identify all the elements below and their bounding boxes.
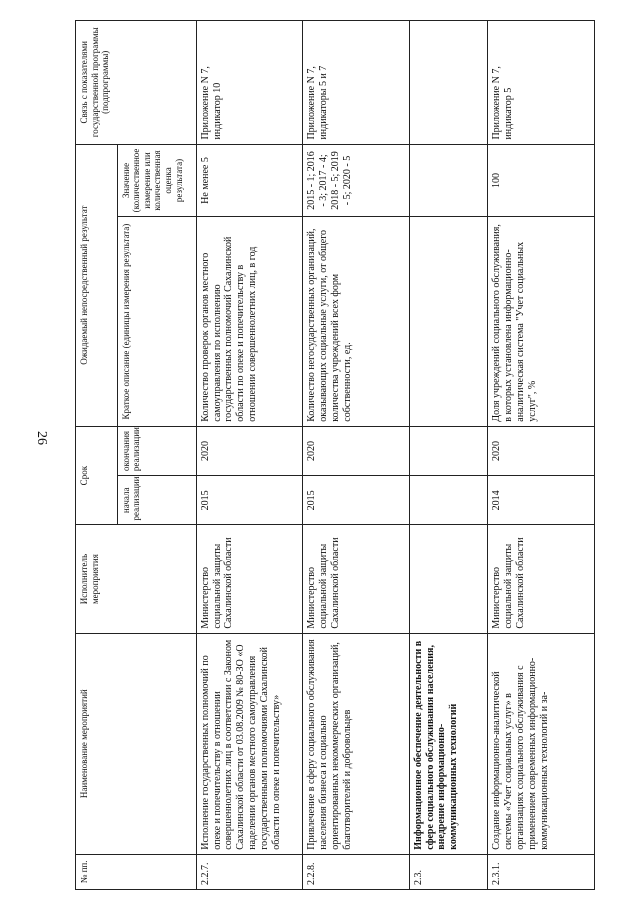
row-num: 2.3.1. xyxy=(488,854,595,889)
header-executor: Исполнитель мероприятия xyxy=(76,525,197,633)
header-result-desc: Краткое описание (единицы измерения результата) xyxy=(117,217,196,426)
row-executor xyxy=(409,525,488,633)
row-start: 2015 xyxy=(303,476,410,525)
row-num: 2.2.7. xyxy=(196,854,303,889)
row-start: 2014 xyxy=(488,476,595,525)
row-link: Приложение N 7, индикаторы 5 и 7 xyxy=(303,21,410,145)
row-num: 2.3. xyxy=(409,854,488,889)
table-row xyxy=(409,21,488,890)
row-name: Создание информационно-аналитической системы «Учет социальных услуг» в организациях социального обслуживания с применением современных информационно-коммуникационных технологий и за- xyxy=(488,633,595,854)
row-executor: Министерство социальной защиты Сахалинской области xyxy=(488,525,595,633)
table-row xyxy=(196,21,303,890)
row-value: Не менее 5 xyxy=(196,144,303,217)
row-start: 2015 xyxy=(196,476,303,525)
row-executor: Министерство социальной защиты Сахалинской области xyxy=(303,525,410,633)
row-end: 2020 xyxy=(196,426,303,475)
row-name: Привлечение в сферу социального обслуживания населения бизнеса и социально ориентированных некоммерческих организаций, благотворителей и добровольцев xyxy=(303,633,410,854)
row-desc: Доля учреждений социального обслуживания, в которых установлена информационно-аналитическая система "Учет социальных услуг", % xyxy=(488,217,595,426)
header-num: № пп. xyxy=(76,854,197,889)
header-term-start: начала реализации xyxy=(117,476,196,525)
table-header-row-1 xyxy=(76,21,118,890)
header-result-value: Значение (количественное измерение или количественная оценка результата) xyxy=(117,144,196,217)
row-desc: Количество негосударственных организаций, оказывающих социальные услуги, от общего количества учреждений всех форм собственности, ед. xyxy=(303,217,410,426)
row-link xyxy=(409,21,488,145)
table-row xyxy=(488,21,595,890)
row-value xyxy=(409,144,488,217)
row-link: Приложение N 7, индикатор 10 xyxy=(196,21,303,145)
header-name: Наименование мероприятий xyxy=(76,633,197,854)
row-end xyxy=(409,426,488,475)
header-term: Срок xyxy=(76,426,118,525)
rotated-page-content xyxy=(75,20,595,890)
header-term-end: окончания реализации xyxy=(117,426,196,475)
measures-table xyxy=(75,20,595,890)
row-start xyxy=(409,476,488,525)
header-result: Ожидаемый непосредственный результат xyxy=(76,144,118,426)
row-end: 2020 xyxy=(303,426,410,475)
row-executor: Министерство социальной защиты Сахалинской области xyxy=(196,525,303,633)
header-link: Связь с показателями государственной программы (подпрограммы) xyxy=(76,21,197,145)
row-end: 2020 xyxy=(488,426,595,475)
row-link: Приложение N 7, индикатор 5 xyxy=(488,21,595,145)
row-desc xyxy=(409,217,488,426)
row-value: 100 xyxy=(488,144,595,217)
row-num: 2.2.8. xyxy=(303,854,410,889)
page-number: 26 xyxy=(34,431,49,445)
row-desc: Количество проверок органов местного самоуправления по исполнению государственных полномочий Сахалинской области по опеке и попечительству в отношении совершеннолетних лиц, в год xyxy=(196,217,303,426)
row-name: Информационное обеспечение деятельности в сфере социального обслуживания населения, внедрение информационно-коммуникационных технологий xyxy=(409,633,488,854)
row-name: Исполнение государственных полномочий по опеке и попечительству в отношении совершеннолетних лиц в соответствии с Законом Сахалинской области от 03.08.2009 № 80-ЗО «О наделении органов местного самоуправления государственными полномочиями Сахалинской области по опеке и попечительству» xyxy=(196,633,303,854)
table-row xyxy=(303,21,410,890)
row-value: 2015 - 1; 2016 - 3; 2017 - 4; 2018 - 5; 2019 - 5; 2020 - 5 xyxy=(303,144,410,217)
